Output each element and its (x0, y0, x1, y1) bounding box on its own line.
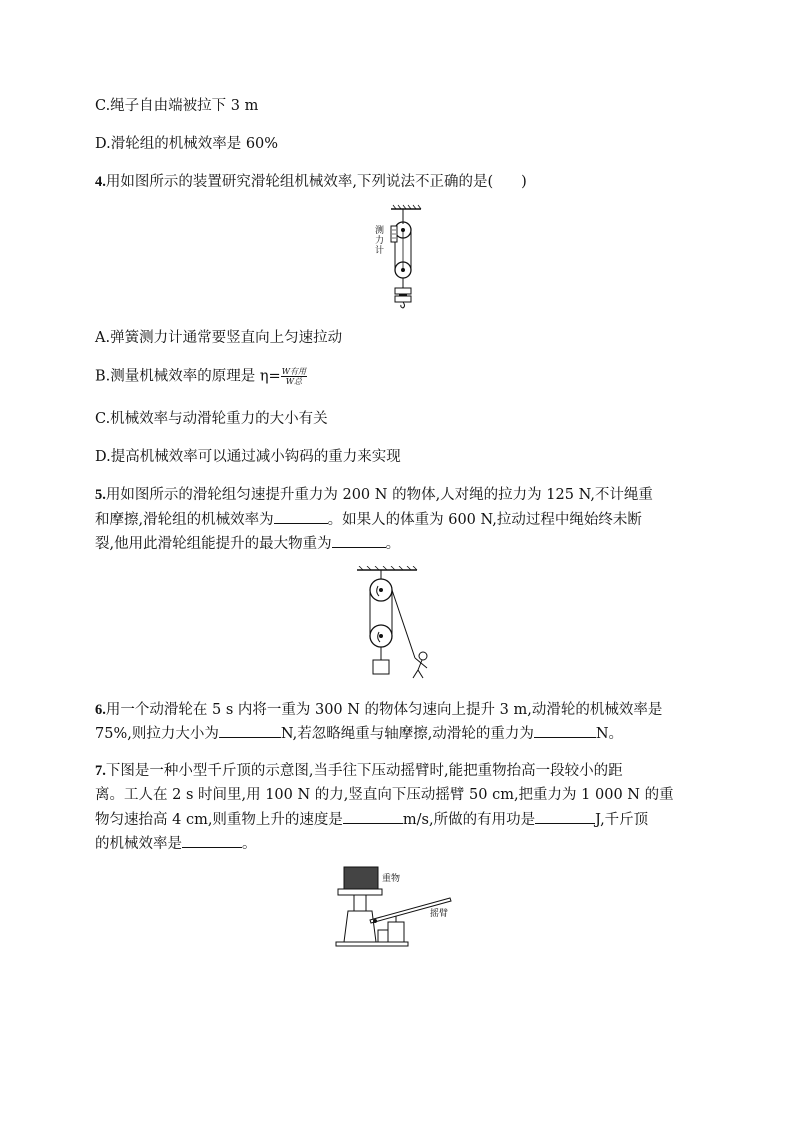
question-7-line4: 的机械效率是 。 (95, 836, 257, 852)
figure-pulley-spring-scale (375, 204, 433, 318)
question-6-line1: 6.用一个动滑轮在 5 s 内将一重为 300 N 的物体匀速向上提升 3 m,动滑轮的机械效率是 (95, 702, 663, 718)
question-7-line3: 物匀速抬高 4 cm,则重物上升的速度是 m/s,所做的有用功是 J,千斤顶 (95, 812, 649, 828)
answer-blank[interactable] (182, 834, 242, 848)
figure-label-lever-arm: 摇臂 (430, 909, 449, 919)
question-number: 7. (95, 763, 106, 779)
option-3d: D.滑轮组的机械效率是 60% (95, 136, 279, 152)
question-number: 6. (95, 702, 106, 718)
figure-jack (330, 864, 465, 953)
option-4a: A.弹簧测力计通常要竖直向上匀速拉动 (95, 330, 343, 346)
question-4-stem: 4.用如图所示的装置研究滑轮组机械效率,下列说法不正确的是( ) (95, 174, 527, 190)
figure-label-weight: 重物 (382, 874, 401, 884)
question-5-line3: 裂,他用此滑轮组能提升的最大物重为 。 (95, 536, 401, 552)
question-number: 4. (95, 174, 106, 190)
figure-label-spring-scale: 测力计 (375, 226, 385, 256)
answer-blank[interactable] (274, 510, 328, 524)
figure-pulley-with-person (355, 566, 435, 686)
question-6-line2: 75%,则拉力大小为 N,若忽略绳重与轴摩擦,动滑轮的重力为 N。 (95, 726, 624, 742)
question-5-line2: 和摩擦,滑轮组的机械效率为 。如果人的体重为 600 N,拉动过程中绳始终未断 (95, 512, 642, 528)
question-7-line1: 7.下图是一种小型千斤顶的示意图,当手往下压动摇臂时,能把重物抬高一段较小的距 (95, 763, 623, 779)
question-7-line2: 离。工人在 2 s 时间里,用 100 N 的力,竖直向下压动摇臂 50 cm,把重力为 1 000 N 的重 (95, 787, 674, 803)
answer-blank[interactable] (219, 724, 281, 738)
option-4c: C.机械效率与动滑轮重力的大小有关 (95, 411, 328, 427)
option-3c: C.绳子自由端被拉下 3 m (95, 98, 259, 114)
option-4b: B.测量机械效率的原理是 η= $\frac{\text{W有用}}{\text{W总}}$ (95, 367, 306, 386)
answer-blank[interactable] (332, 534, 386, 548)
question-number: 5. (95, 487, 106, 503)
answer-blank[interactable] (343, 810, 403, 824)
question-5-line1: 5.用如图所示的滑轮组匀速提升重力为 200 N 的物体,人对绳的拉力为 125 N,不计绳重 (95, 487, 653, 503)
answer-blank[interactable] (535, 810, 595, 824)
efficiency-formula: $\frac{\text{W有用}}{\text{W总}}$ (281, 367, 306, 386)
option-4d: D.提高机械效率可以通过减小钩码的重力来实现 (95, 449, 401, 465)
answer-blank[interactable] (534, 724, 596, 738)
